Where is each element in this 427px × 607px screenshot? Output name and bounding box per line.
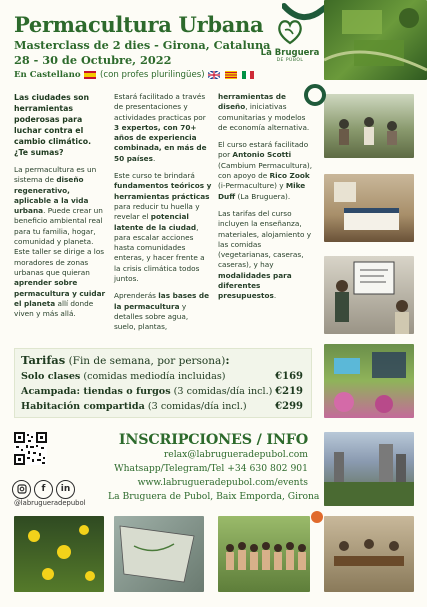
logo-subtitle: DE PÚBOL (276, 58, 304, 63)
contact-phone[interactable]: Whatsapp/Telegram/Tel +34 630 802 901 (114, 463, 308, 474)
decorative-dot-orange-icon (308, 508, 326, 526)
qr-code[interactable] (14, 432, 47, 465)
tarifas-heading (21, 353, 230, 367)
flowers-scene (14, 516, 104, 592)
tarifa-label-3: Habitación compartida (21, 401, 145, 412)
facilitators-text-3c: . (273, 291, 277, 301)
facilitators-text-1b: , iniciativas comunitarias y modelos de economía alternativa. (218, 102, 310, 132)
contact-web[interactable]: www.labrugueradepubol.com/events (137, 477, 308, 488)
details-text-1a: Estará facilitado a través de presentaciones y actividades practicas por (114, 92, 206, 122)
facilitators-text-3b: modalidades para diferentes presupuestos (218, 270, 292, 301)
facebook-icon[interactable]: f (34, 480, 53, 499)
details-paragraph-2 (114, 171, 212, 284)
yellow-flowers-photo (14, 516, 104, 592)
course-dates: 28 - 30 de Octubre, 2022 (14, 53, 172, 67)
group-scene (218, 516, 310, 592)
details-text-2b: fundamentos teóricos y herramientas prácticas (114, 181, 212, 201)
details-text-3b: las bases de la permacultura (114, 291, 210, 311)
details-text-2d: potencial latente de la ciudad (114, 212, 197, 232)
details-text-3c: y detalles sobre agua, suelo, plantas, (114, 301, 189, 332)
language-line (14, 70, 255, 80)
facilitator-mike: Mike Duff (218, 181, 306, 201)
la-bruguera-logo (258, 18, 322, 63)
facilitators-text-2g: (La Bruguera). (235, 191, 291, 201)
tarifa-label-1: Solo clases (21, 371, 81, 382)
pool-garden-photo (324, 344, 414, 418)
tarifa-note-1: (comidas mediodía incluidas) (83, 371, 226, 382)
people-silhouettes (324, 94, 414, 158)
tarifa-price-3: €299 (275, 401, 303, 412)
social-handle: @labrugueradepubol (14, 499, 86, 507)
facilitator-rico: Rico Zook (269, 171, 310, 181)
details-text-1b: 3 expertos, con 70+ años de experiencia combinada, en más de 50 países (114, 122, 207, 163)
tarifa-label-2: Acampada: tiendas o furgos (21, 386, 171, 397)
social-links (12, 476, 78, 499)
details-text-2c: para reducir tu huella y revelar el (114, 201, 200, 222)
garden-pattern (324, 0, 427, 80)
group-photo (218, 516, 310, 592)
contact-email[interactable]: relax@labrugueradepubol.com (163, 449, 308, 460)
tarifa-row-1 (21, 371, 225, 382)
logo-name: La Bruguera (260, 48, 320, 58)
facilitators-text-1a: herramientas de diseño (218, 92, 286, 112)
facilitators-column (218, 92, 314, 309)
inscripciones-heading: INSCRIPCIONES / INFO (118, 432, 308, 448)
intro-lead: Las ciudades son herramientas poderosas para luchar contra el cambio climático. ¿Te sumas? (14, 93, 92, 157)
classroom-scene (324, 256, 414, 334)
tarifa-price-2: €219 (275, 386, 303, 397)
course-subtitle: Masterclass de 2 dies - Girona, Cataluna (14, 38, 271, 52)
tarifas-box (14, 348, 312, 418)
details-paragraph-3 (114, 291, 212, 332)
facilitators-text-2a: El curso estará facilitado por (218, 140, 309, 160)
facilitators-paragraph-2 (218, 140, 314, 202)
classroom-photo (324, 256, 414, 334)
contact-address: La Bruguera de Pubol, Baix Emporda, Girona (108, 491, 320, 502)
spain-flag-icon (84, 71, 96, 79)
facilitators-paragraph-3 (218, 209, 314, 302)
tarifa-row-3 (21, 401, 247, 412)
linkedin-icon[interactable]: in (56, 480, 75, 499)
details-text-2a: Este curso te brindará (114, 171, 195, 181)
intro-paragraph (14, 165, 106, 319)
tarifas-title: Tarifas (21, 353, 66, 367)
dining-photo (324, 516, 414, 592)
instagram-glyph (17, 484, 27, 494)
page-title: Permacultura Urbana (14, 12, 264, 37)
italy-flag-icon (242, 71, 254, 79)
dining-scene (324, 516, 414, 592)
intro-text-e: allí donde viven y más allá. (14, 298, 94, 319)
inscripciones-block (108, 432, 320, 504)
facilitators-text-2e: (i-Permaculture) y (218, 181, 286, 191)
workshop-outdoor-photo (324, 94, 414, 158)
design-map-photo (114, 516, 204, 592)
language-note: (con profes plurilingües) (100, 70, 205, 80)
details-column (114, 92, 212, 340)
tarifa-row-2 (21, 386, 272, 397)
tarifas-colon: : (225, 353, 230, 367)
facilitators-paragraph-1 (218, 92, 314, 133)
details-text-1c: . (152, 153, 156, 163)
aerial-garden-photo (324, 0, 427, 80)
tarifa-price-1: €169 (275, 371, 303, 382)
tarifa-note-2: (3 comidas/día incl.) (173, 386, 273, 397)
intro-text-b: diseño regenerativo, aplicable a la vida urbana (14, 175, 89, 216)
facilitators-text-3a: Las tarifas del curso incluyen la enseñanza, materiales, alojamiento y las comidas (vegetarianas, caseras, caseras), y hay (218, 208, 312, 270)
pool-scene (324, 344, 414, 418)
city-view-photo (324, 432, 414, 506)
facilitator-antonio: Antonio Scotti (232, 150, 292, 160)
bedroom-scene (324, 174, 414, 242)
bedroom-photo (324, 174, 414, 242)
details-paragraph-1 (114, 92, 212, 164)
uk-flag-icon (208, 71, 220, 79)
catalonia-flag-icon (225, 71, 237, 79)
facilitators-text-2c: (Cambium Permacultura), con apoyo de (218, 160, 313, 181)
intro-column (14, 92, 106, 326)
intro-text-d: aprender sobre permacultura y cuidar el planeta (14, 278, 106, 308)
details-text-3a: Aprenderás (114, 291, 159, 301)
tarifas-note: (Fin de semana, por persona) (68, 355, 226, 367)
intro-text-c: . Puede crear un beneficio ambiental real para tu familia, hogar, comunidad y planeta. Este taller se dirige a los moradores de zonas urbanas que quieran (14, 206, 105, 277)
heart-leaf-icon (276, 18, 304, 46)
language-label: En Castellano (14, 70, 81, 80)
details-text-2e: , para escalar acciones hasta comunidades enteras, y hacer frente a la crisis climática todos juntos. (114, 222, 205, 284)
intro-text-a: La permacultura es un sistema de (14, 165, 97, 185)
tarifa-note-3: (3 comidas/día incl.) (147, 401, 247, 412)
instagram-icon[interactable] (12, 480, 31, 499)
city-scene (324, 432, 414, 506)
map-scene (114, 516, 204, 592)
